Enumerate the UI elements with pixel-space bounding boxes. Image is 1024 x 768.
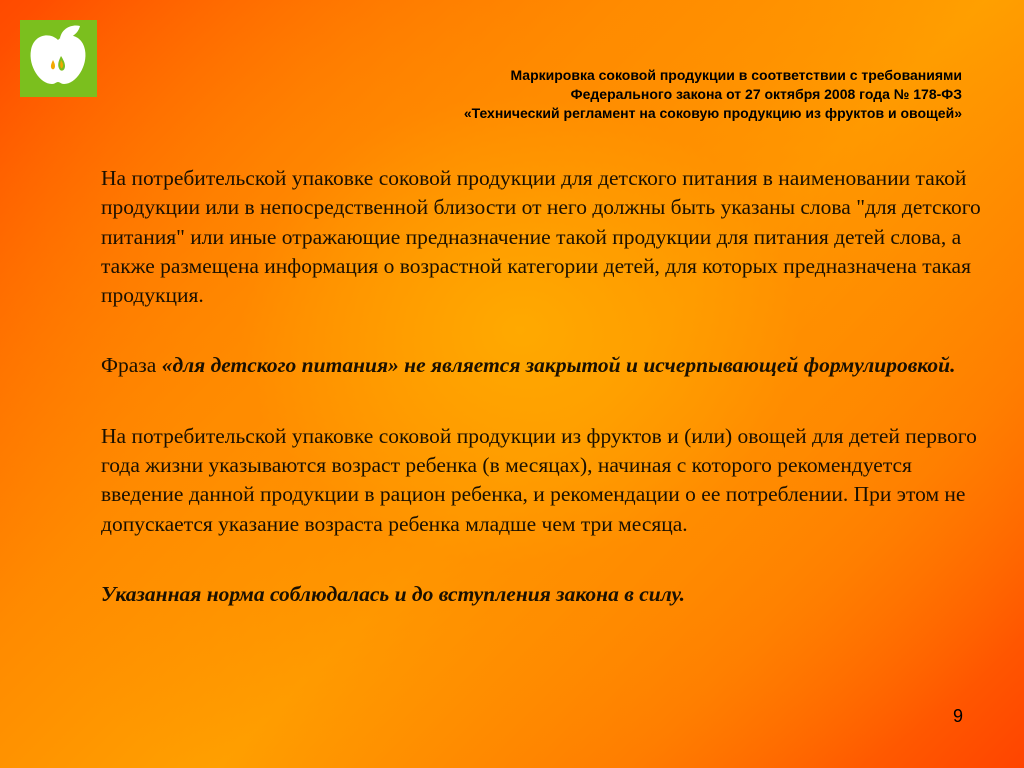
header-line-1: Маркировка соковой продукции в соответствии с требованиями bbox=[510, 67, 962, 83]
page-number: 9 bbox=[952, 706, 963, 726]
slide-body bbox=[101, 164, 981, 609]
paragraph-2-lead: Фраза bbox=[101, 353, 162, 378]
paragraph-3: На потребительской упаковке соковой продукции из фруктов и (или) овощей для детей первого года жизни указываются возраст ребенка (в месяцах), начиная с которого рекомендуется введение данной продукции в рацион ребенка, и рекомендации о ее потреблении. При этом не допускается указание возраста ребенка младше чем три месяца. bbox=[101, 423, 977, 536]
header-line-3: «Технический регламент на соковую продукцию из фруктов и овощей» bbox=[463, 105, 962, 121]
paragraph-2 bbox=[101, 351, 981, 380]
paragraph-2-emphasis: «для детского питания» не является закрытой и исчерпывающей формулировкой. bbox=[161, 353, 956, 378]
paragraph-4: Указанная норма соблюдалась и до вступления закона в силу. bbox=[101, 581, 686, 606]
apple-logo-icon bbox=[20, 20, 97, 97]
header-line-2: Федерального закона от 27 октября 2008 года № 178-ФЗ bbox=[570, 86, 962, 102]
slide-header bbox=[322, 66, 962, 123]
paragraph-1: На потребительской упаковке соковой продукции для детского питания в наименовании такой продукции или в непосредственной близости от него должны быть указаны слова "для детского питания" или иные отражающие предназначение такой продукции для питания детей слова, а также размещена информация о возрастной категории детей, для которых предназначена такая продукция. bbox=[101, 166, 981, 308]
